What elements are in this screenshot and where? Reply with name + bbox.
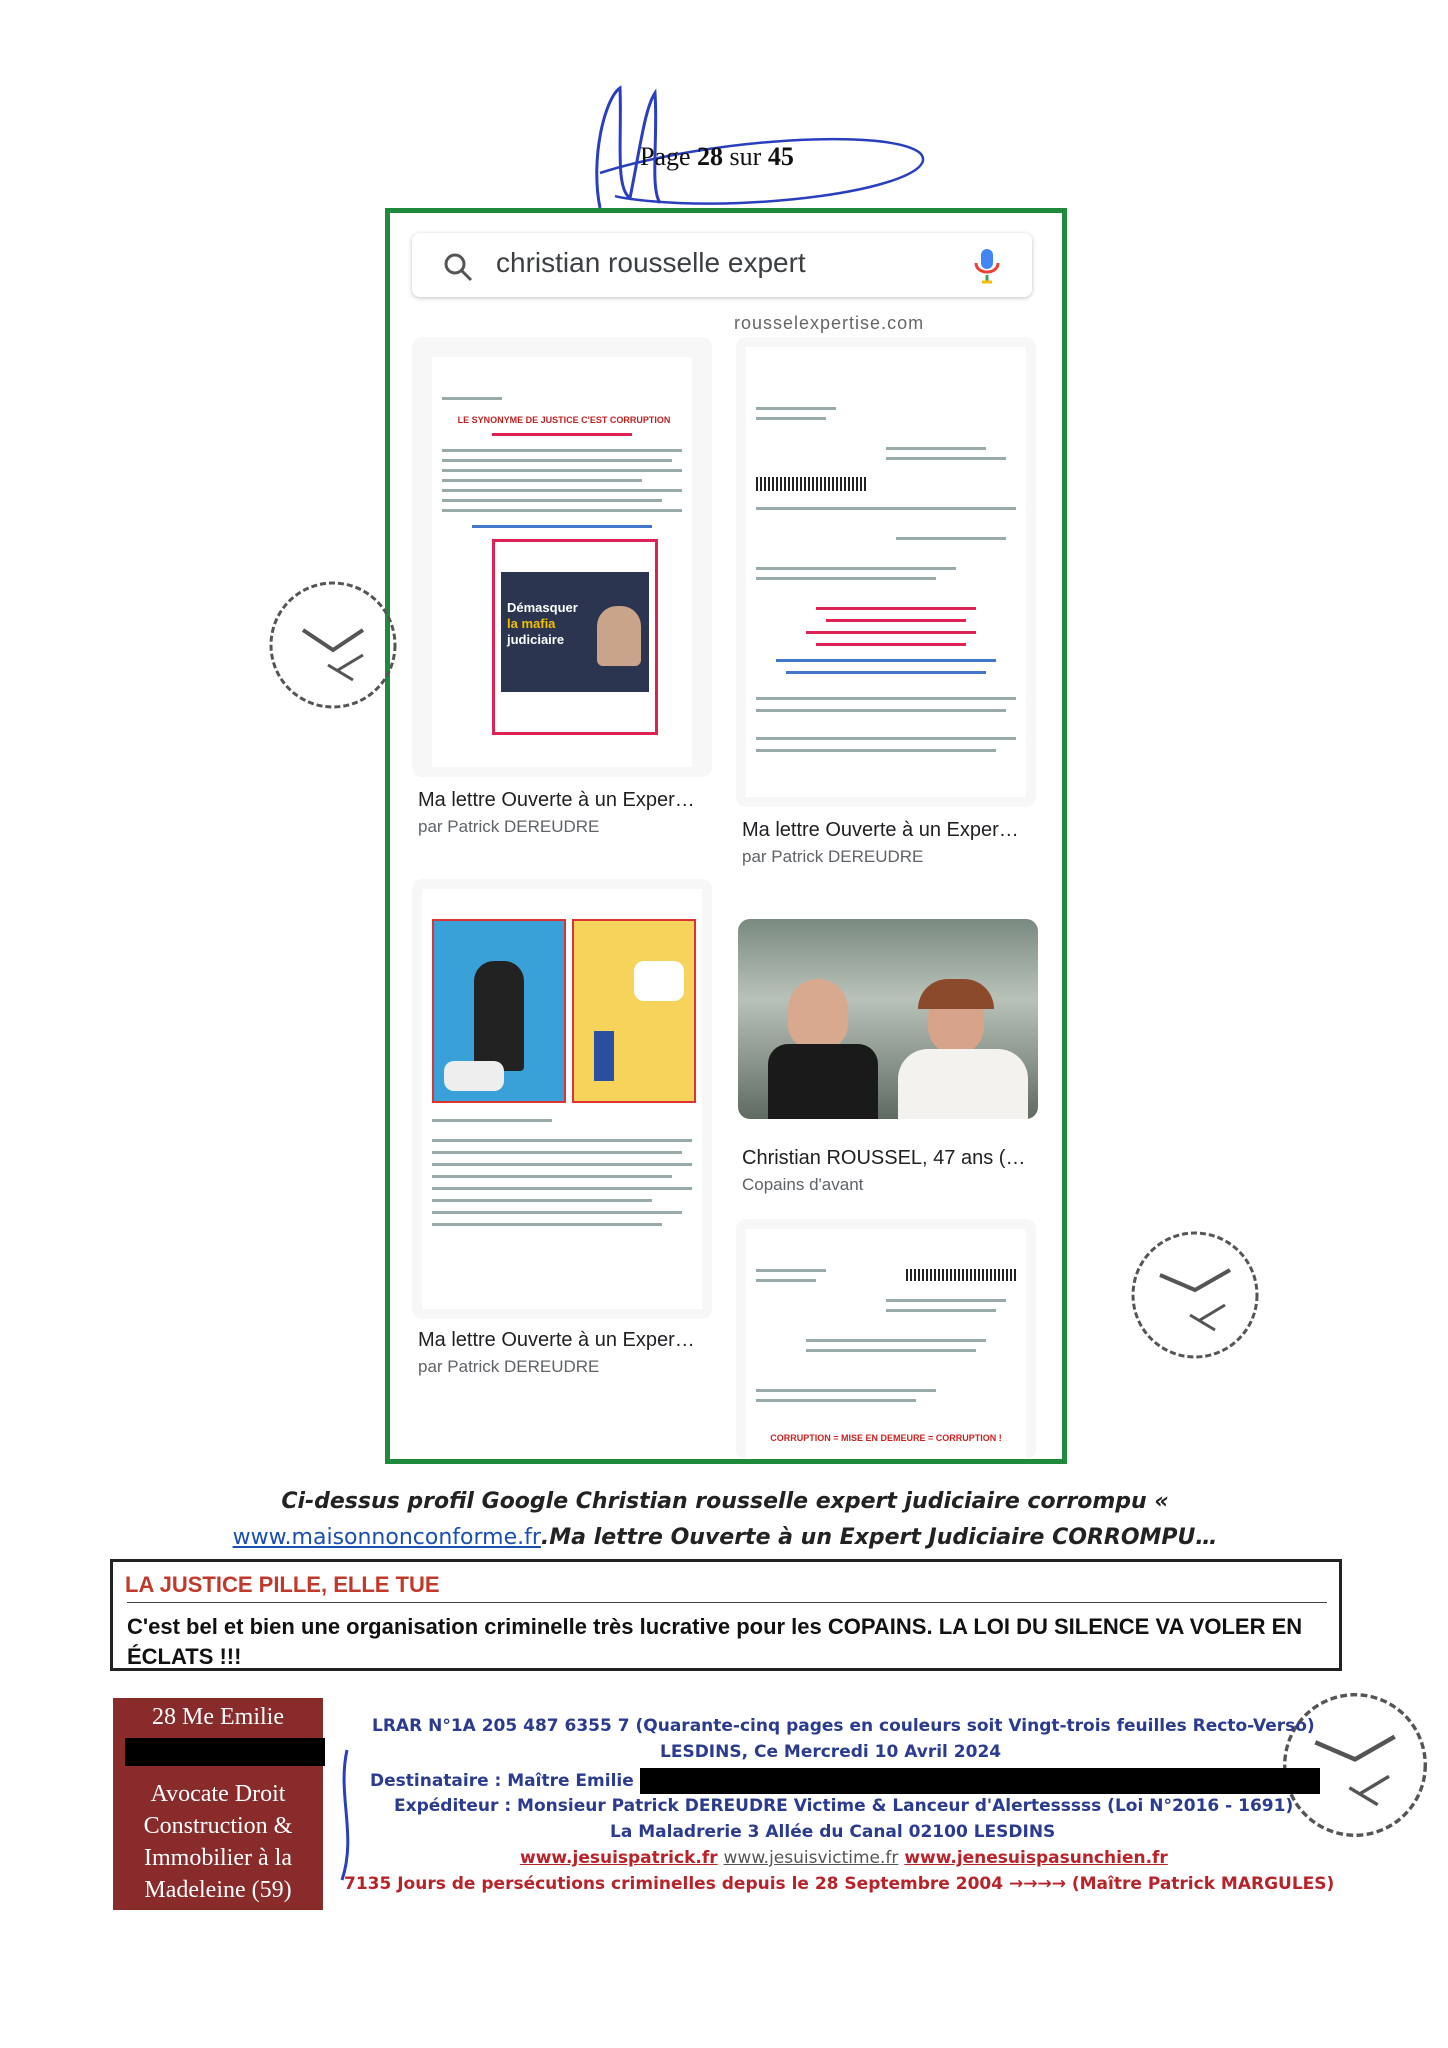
divider (127, 1602, 1327, 1603)
cartoon-panel (432, 919, 566, 1103)
search-icon (442, 251, 474, 283)
postal-stamp (1270, 1680, 1440, 1850)
page-number: Page 28 sur 45 (640, 142, 794, 171)
address-line: La Maladrerie 3 Allée du Canal 02100 LESDINS (610, 1822, 1056, 1842)
caption-link[interactable]: www.maisonnonconforme.fr (232, 1525, 541, 1550)
alert-title: LA JUSTICE PILLE, ELLE TUE (125, 1572, 440, 1597)
result-thumbnail[interactable] (412, 879, 712, 1319)
result-thumbnail[interactable] (736, 337, 1036, 807)
website-link[interactable]: www.jesuisvictime.fr (723, 1848, 899, 1868)
result-thumbnail[interactable] (736, 1219, 1036, 1459)
doc-heading: LE SYNONYME DE JUSTICE C'EST CORRUPTION (457, 415, 671, 425)
result-source: par Patrick DEREUDRE (418, 1357, 600, 1376)
redaction-bar (640, 1768, 1320, 1794)
result-thumbnail[interactable] (412, 337, 712, 777)
recipient-badge: 28 Me Emilie Avocate Droit Construction & Immobilier à la Madeleine (59) (113, 1698, 323, 1910)
expediteur-line: Expéditeur : Monsieur Patrick DEREUDRE Victime & Lanceur d'Alertesssss (Loi N°2016 - 1691) (394, 1796, 1294, 1816)
result-title[interactable]: Christian ROUSSEL, 47 ans (… (742, 1147, 1026, 1169)
image-search-results (404, 219, 1048, 1459)
result-title[interactable]: Ma lettre Ouverte à un Exper… (742, 819, 1019, 841)
lrar-line: LRAR N°1A 205 487 6355 7 (Quarante-cinq pages en couleurs soit Vingt-trois feuilles Recto-Verso) (372, 1716, 1315, 1736)
google-screenshot-frame (385, 208, 1067, 1464)
microphone-icon[interactable] (972, 247, 1002, 285)
websites-line (520, 1846, 1168, 1871)
website-link[interactable]: www.jesuispatrick.fr (520, 1848, 718, 1868)
result-photo[interactable] (738, 919, 1038, 1119)
result-source: par Patrick DEREUDRE (418, 817, 600, 836)
persecution-line: 7135 Jours de persécutions criminelles depuis le 28 Septembre 2004 →→→→ (Maître Patrick MARGULES) (344, 1874, 1335, 1894)
caption-text: Ci-dessus profil Google Christian rousselle expert judiciaire corrompu « www.maisonnonconforme.fr.Ma lettre Ouverte à un Expert Judiciaire CORROMPU… (232, 1489, 1218, 1550)
redaction-bar (125, 1738, 325, 1766)
search-bar[interactable] (412, 233, 1032, 297)
alert-body: C'est bel et bien une organisation criminelle très lucrative pour les COPAINS. LA LOI DU SILENCE VA VOLER EN ÉCLATS !!! (127, 1614, 1303, 1669)
doc-footer: CORRUPTION = MISE EN DEMEURE = CORRUPTION ! (770, 1433, 1002, 1443)
overlay-text: Démasquer la mafia judiciaire (507, 600, 578, 647)
result-title[interactable]: Ma lettre Ouverte à un Exper… (418, 789, 695, 811)
postal-stamp (258, 570, 408, 720)
alert-box (110, 1559, 1342, 1671)
signature-scribble (332, 1745, 362, 1885)
video-card (492, 539, 658, 735)
date-line: LESDINS, Ce Mercredi 10 Avril 2024 (660, 1742, 1002, 1762)
search-query[interactable]: christian rousselle expert (496, 247, 806, 278)
truncated-source-url: rousselexpertise.com (734, 313, 925, 333)
postal-stamp (1120, 1220, 1270, 1370)
result-source: Copains d'avant (742, 1175, 864, 1194)
destinataire-line: Destinataire : Maître Emilie (370, 1768, 1320, 1794)
cartoon-panel (572, 919, 696, 1103)
result-title[interactable]: Ma lettre Ouverte à un Exper… (418, 1329, 695, 1351)
result-source: par Patrick DEREUDRE (742, 847, 924, 866)
website-link[interactable]: www.jenesuispasunchien.fr (904, 1848, 1168, 1868)
